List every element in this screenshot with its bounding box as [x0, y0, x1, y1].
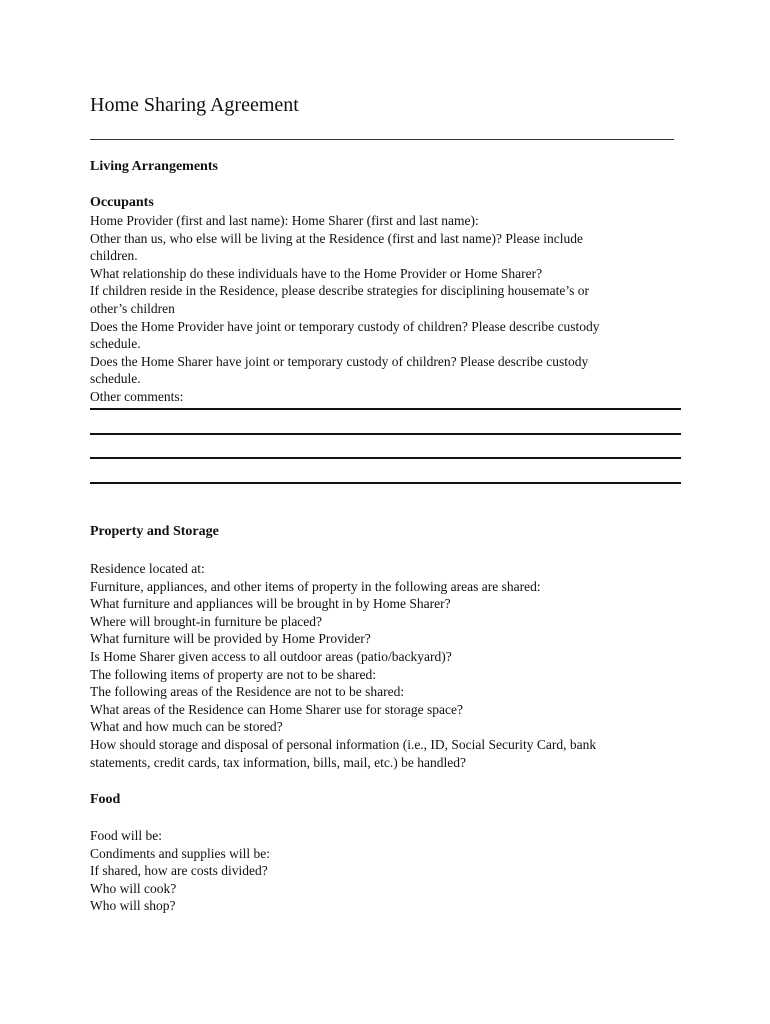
- question-line: What areas of the Residence can Home Sharer use for storage space?: [90, 701, 463, 717]
- question-line: How should storage and disposal of personal information (i.e., ID, Social Security Card, bank: [90, 736, 597, 752]
- comment-line-4[interactable]: [90, 482, 681, 484]
- section-heading-food: Food: [90, 792, 121, 807]
- question-line: other’s children: [90, 300, 175, 316]
- property-questions: [90, 560, 680, 771]
- section-heading-property-storage: Property and Storage: [90, 524, 219, 539]
- question-line: The following items of property are not to be shared:: [90, 666, 377, 682]
- question-line: schedule.: [90, 336, 141, 352]
- question-line: Does the Home Provider have joint or temporary custody of children? Please describe custody: [90, 318, 600, 334]
- question-line: Furniture, appliances, and other items of property in the following areas are shared:: [90, 578, 541, 594]
- question-line: Other than us, who else will be living at the Residence (first and last name)? Please include: [90, 230, 583, 246]
- question-line: Does the Home Sharer have joint or temporary custody of children? Please describe custody: [90, 353, 589, 369]
- comment-line-3[interactable]: [90, 457, 681, 459]
- question-line: Home Provider (first and last name): Home Sharer (first and last name):: [90, 213, 479, 228]
- question-line: children.: [90, 248, 138, 264]
- question-line: What furniture and appliances will be brought in by Home Sharer?: [90, 596, 451, 612]
- comment-line-2[interactable]: [90, 433, 681, 435]
- question-line: If shared, how are costs divided?: [90, 863, 268, 879]
- question-line: Is Home Sharer given access to all outdoor areas (patio/backyard)?: [90, 648, 452, 664]
- question-line: Residence located at:: [90, 561, 205, 576]
- question-line: Who will cook?: [90, 880, 177, 896]
- other-comments-label: Other comments:: [90, 388, 184, 404]
- question-line: statements, credit cards, tax information, bills, mail, etc.) be handled?: [90, 754, 467, 770]
- question-line: Where will brought-in furniture be placed?: [90, 613, 323, 629]
- question-line: What furniture will be provided by Home Provider?: [90, 631, 371, 647]
- question-line: What relationship do these individuals have to the Home Provider or Home Sharer?: [90, 265, 543, 281]
- question-line: What and how much can be stored?: [90, 719, 283, 735]
- question-line: Food will be:: [90, 828, 163, 843]
- question-line: Condiments and supplies will be:: [90, 845, 270, 861]
- title-underline: [90, 139, 674, 140]
- question-line: The following areas of the Residence are not to be shared:: [90, 684, 405, 700]
- question-line: Who will shop?: [90, 898, 176, 914]
- document-title: Home Sharing Agreement: [90, 94, 299, 116]
- food-questions: [90, 827, 680, 915]
- section-heading-living-arrangements: Living Arrangements: [90, 159, 218, 174]
- question-line: If children reside in the Residence, please describe strategies for disciplining housemate’s or: [90, 283, 589, 299]
- question-line: schedule.: [90, 371, 141, 387]
- subsection-heading-occupants: Occupants: [90, 195, 154, 210]
- occupants-questions: [90, 212, 680, 406]
- comment-line-1[interactable]: [90, 408, 681, 410]
